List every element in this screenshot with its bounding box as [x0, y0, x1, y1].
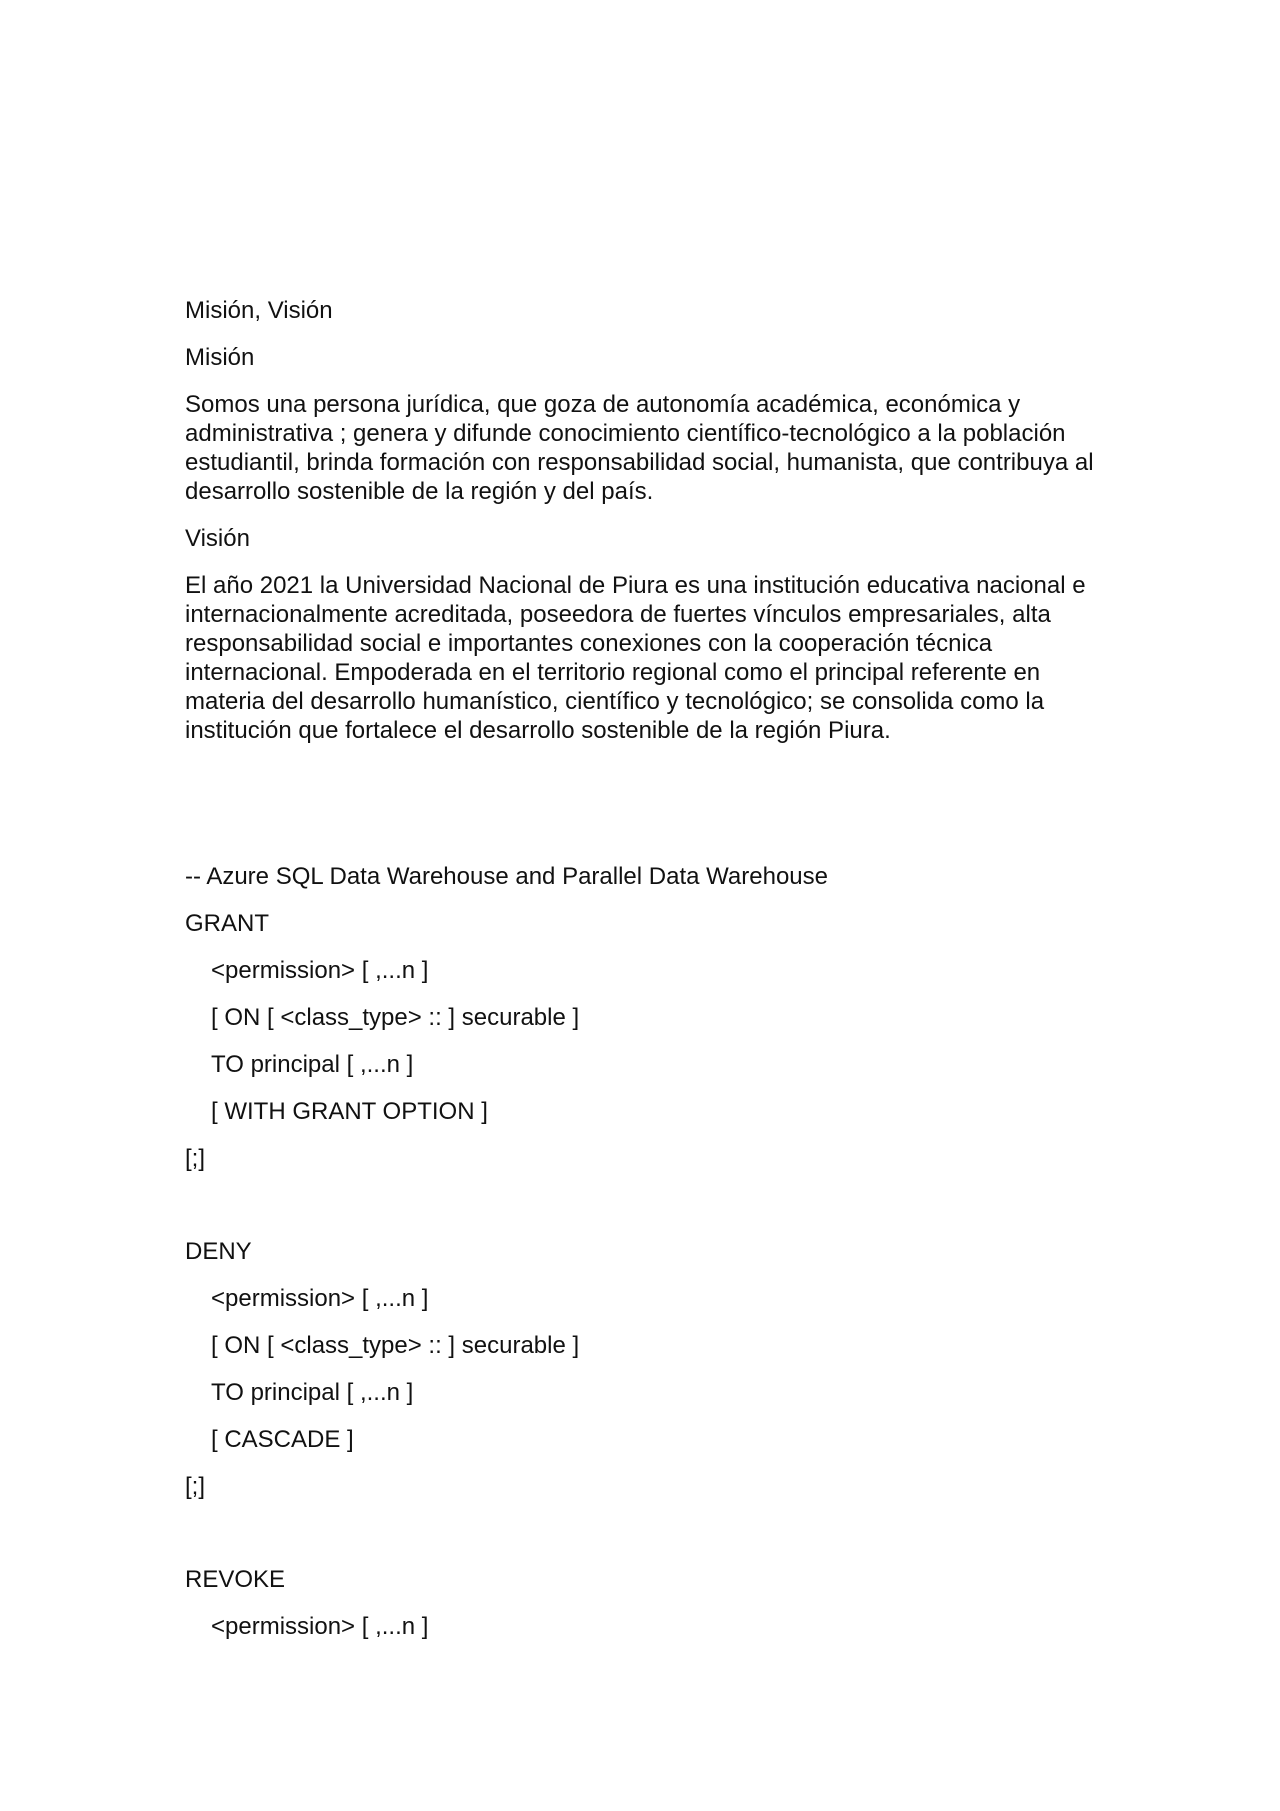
- mision-title: Misión: [185, 344, 255, 371]
- spacer: [185, 1519, 1095, 1565]
- revoke-keyword: REVOKE: [185, 1566, 286, 1593]
- vision-title: Visión: [185, 525, 250, 552]
- grant-line: [ ON [ <class_type> :: ] securable ]: [211, 1004, 580, 1031]
- deny-line: <permission> [ ,...n ]: [211, 1285, 429, 1312]
- deny-terminator: [;]: [185, 1473, 206, 1500]
- deny-keyword: DENY: [185, 1238, 252, 1265]
- revoke-line: <permission> [ ,...n ]: [211, 1613, 429, 1640]
- grant-terminator: [;]: [185, 1145, 206, 1172]
- sql-comment: -- Azure SQL Data Warehouse and Parallel Data Warehouse: [185, 863, 828, 890]
- spacer: [185, 1191, 1095, 1237]
- grant-keyword: GRANT: [185, 910, 269, 937]
- deny-line: [ CASCADE ]: [211, 1426, 354, 1453]
- grant-line: [ WITH GRANT OPTION ]: [211, 1098, 488, 1125]
- document-heading: Misión, Visión: [185, 297, 333, 324]
- deny-line: [ ON [ <class_type> :: ] securable ]: [211, 1332, 580, 1359]
- document-content: [185, 296, 1095, 1659]
- mision-text: Somos una persona jurídica, que goza de autonomía académica, económica y administrativa ; genera y difunde conocimiento científico-tecnológico a la población estudiantil, brinda formación con responsabilidad social, humanista, que contribuya al desarrollo sostenible de la región y del país.: [185, 391, 1094, 505]
- grant-line: <permission> [ ,...n ]: [211, 957, 429, 984]
- deny-line: TO principal [ ,...n ]: [211, 1379, 414, 1406]
- spacer: [185, 763, 1095, 862]
- grant-line: TO principal [ ,...n ]: [211, 1051, 414, 1078]
- vision-text: El año 2021 la Universidad Nacional de Piura es una institución educativa nacional e internacionalmente acreditada, poseedora de fuertes vínculos empresariales, alta responsabilidad social e importantes conexiones con la cooperación técnica internacional. Empoderada en el territorio regional como el principal referente en materia del desarrollo humanístico, científico y tecnológico; se consolida como la institución que fortalece el desarrollo sostenible de la región Piura.: [185, 572, 1086, 744]
